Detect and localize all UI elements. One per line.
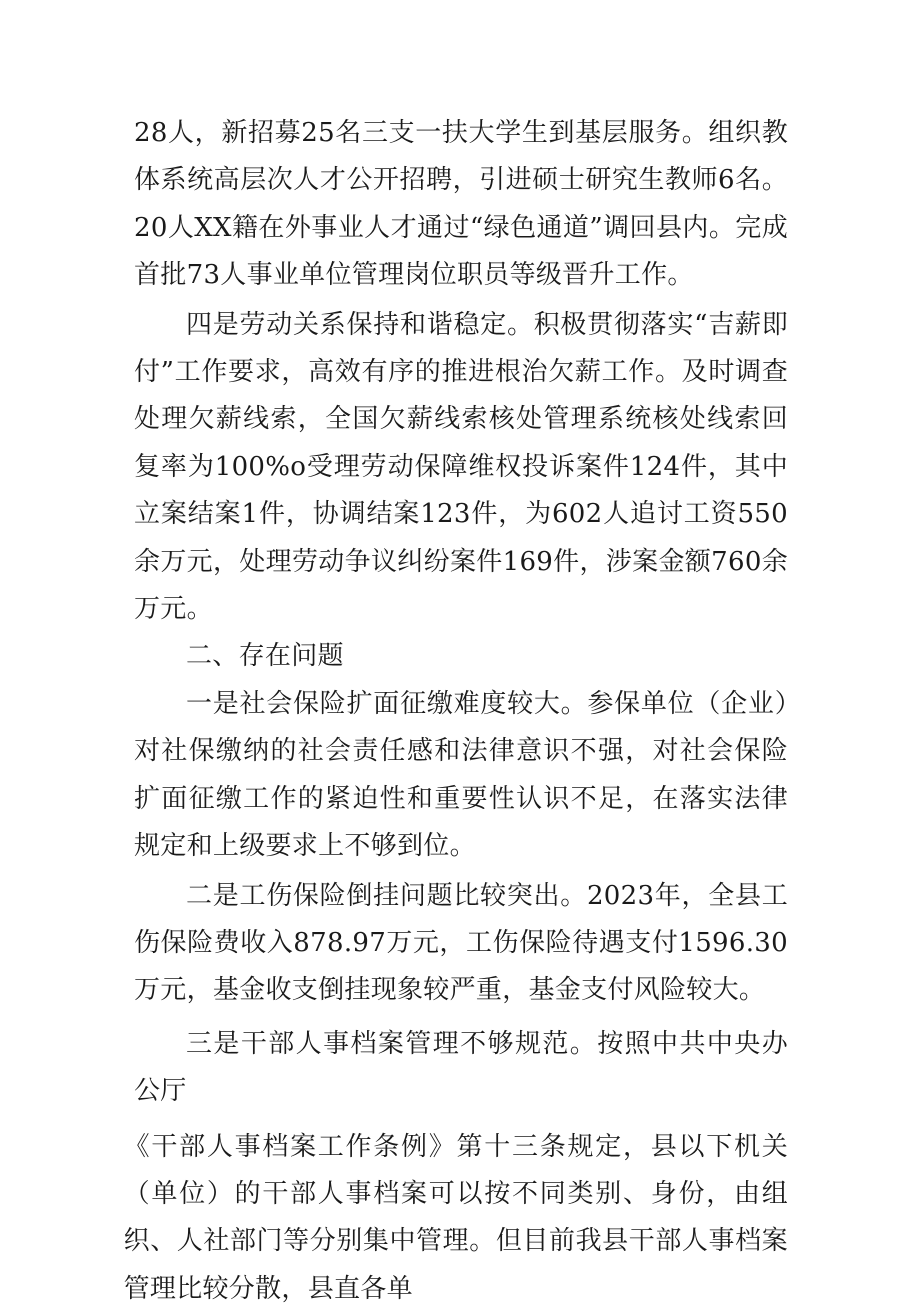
paragraph-archives-regulation: 《干部人事档案工作条例》第十三条规定，县以下机关（单位）的干部人事档案可以按不同类别、身份，由组织、人社部门等分别集中管理。但目前我县干部人事档案管理比较分散，县直各单 [123, 1131, 788, 1304]
section-heading-existing-problems: 二、存在问题 [186, 641, 344, 672]
paragraph-talent-recruitment: 28人，新招募25名三支一扶大学生到基层服务。组织教体系统高层次人才公开招聘，引进硕士研究生教师6名。20人XX籍在外事业人才通过“绿色通道”调回县内。完成首批73人事业单位管理岗位职员等级晋升工作。 [134, 118, 788, 291]
paragraph-work-injury-insurance: 二是工伤保险倒挂问题比较突出。2023年，全县工伤保险费收入878.97万元，工伤保险待遇支付1596.30万元，基金收支倒挂现象较严重，基金支付风险较大。 [134, 880, 788, 1006]
document-body [123, 110, 788, 1313]
paragraph-personnel-archives: 三是干部人事档案管理不够规范。按照中共中央办公厅 [134, 1028, 788, 1107]
paragraph-social-insurance: 一是社会保险扩面征缴难度较大。参保单位（企业）对社保缴纳的社会责任感和法律意识不强，对社会保险扩面征缴工作的紧迫性和重要性认识不足，在落实法律规定和上级要求上不够到位。 [134, 688, 788, 862]
paragraph-labor-relations: 四是劳动关系保持和谐稳定。积极贯彻落实“吉薪即付”工作要求，高效有序的推进根治欠薪工作。及时调查处理欠薪线索，全国欠薪线索核处管理系统核处线索回复率为100%o受理劳动保障维权投诉案件124件，其中立案结案1件，协调结案123件，为602人追讨工资550余万元，处理劳动争议纠纷案件169件，涉案金额760余万元。 [134, 309, 788, 625]
